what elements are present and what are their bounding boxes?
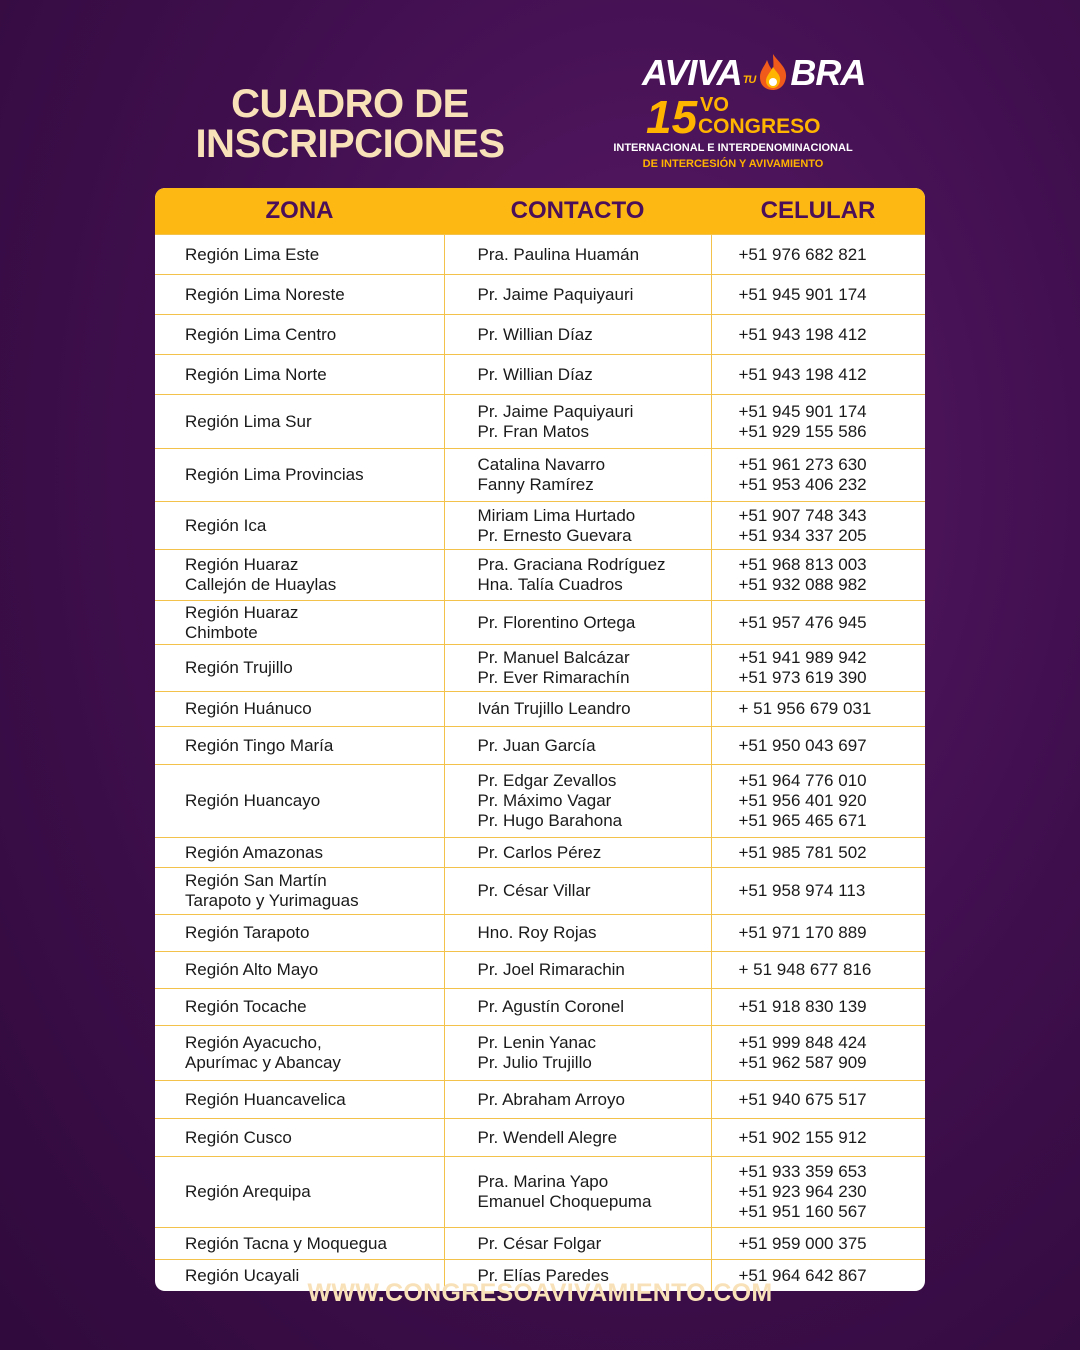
title-line-1: CUADRO DE — [231, 82, 469, 126]
table-row — [155, 1081, 925, 1119]
zone-cell — [155, 601, 444, 645]
table-row — [155, 235, 925, 275]
phone-line: + 51 956 679 031 — [738, 699, 872, 718]
zone-line: Región Lima Este — [185, 244, 320, 264]
phone-line: +51 999 848 424 — [738, 1033, 867, 1052]
phone-cell[interactable] — [711, 645, 925, 692]
contact-cell — [444, 315, 711, 355]
zone-cell — [155, 395, 444, 449]
zone-line: Región Alto Mayo — [185, 960, 319, 979]
contact-line: Hna. Talía Cuadros — [477, 575, 623, 594]
zone-cell — [155, 1119, 444, 1157]
contact-line: Pr. Carlos Pérez — [477, 842, 602, 862]
table-row — [155, 989, 925, 1026]
table-body — [155, 235, 925, 1292]
table-row — [155, 692, 925, 727]
phone-line: +51 902 155 912 — [738, 1127, 867, 1147]
phone-cell[interactable] — [711, 1119, 925, 1157]
table-row — [155, 1119, 925, 1157]
contact-cell — [444, 1026, 711, 1081]
table-row — [155, 1228, 925, 1260]
logo-brand-left: AVIVA — [642, 52, 742, 93]
contact-line: Pr. Florentino Ortega — [477, 612, 636, 632]
contact-line: Pr. Willian Díaz — [477, 364, 593, 384]
phone-line: +51 943 198 412 — [738, 324, 867, 344]
zone-line: Región Arequipa — [185, 1182, 311, 1201]
zone-cell — [155, 838, 444, 868]
column-header-contacto: CONTACTO — [444, 188, 711, 235]
table-row — [155, 550, 925, 601]
contact-line: Pr. Hugo Barahona — [477, 811, 623, 830]
contact-line: Fanny Ramírez — [477, 475, 594, 494]
zone-line: Región Huancavelica — [185, 1089, 346, 1109]
table-row — [155, 275, 925, 315]
phone-line: +51 923 964 230 — [738, 1182, 867, 1201]
zone-line: Región Lima Sur — [185, 411, 312, 431]
contact-line: Hno. Roy Rojas — [477, 923, 597, 942]
contact-line: Pra. Graciana Rodríguez — [477, 555, 666, 574]
phone-line: +51 953 406 232 — [738, 475, 867, 494]
zone-line: Región Huánuco — [185, 699, 312, 718]
contact-cell — [444, 502, 711, 550]
zone-line: Región Ayacucho, — [185, 1033, 322, 1052]
contact-line: Pr. Juan García — [477, 735, 596, 755]
phone-line: +51 957 476 945 — [738, 612, 867, 632]
zone-line: Región Tocache — [185, 997, 307, 1016]
table-row — [155, 395, 925, 449]
phone-cell[interactable] — [711, 1228, 925, 1260]
phone-cell[interactable] — [711, 502, 925, 550]
zone-cell — [155, 315, 444, 355]
table-row — [155, 868, 925, 915]
phone-line: +51 959 000 375 — [738, 1233, 867, 1253]
table-row — [155, 315, 925, 355]
zone-cell — [155, 1228, 444, 1260]
phone-line: +51 918 830 139 — [738, 997, 867, 1016]
table-row — [155, 765, 925, 838]
contact-cell — [444, 727, 711, 765]
phone-line: +51 945 901 174 — [738, 401, 867, 421]
phone-cell[interactable] — [711, 1157, 925, 1228]
table-row — [155, 449, 925, 502]
phone-line: +51 985 781 502 — [738, 842, 867, 862]
table-row — [155, 601, 925, 645]
zone-cell — [155, 952, 444, 989]
contact-line: Pr. Jaime Paquiyauri — [477, 401, 634, 421]
column-header-celular: CELULAR — [711, 188, 925, 235]
zone-line: Región Lima Centro — [185, 324, 337, 344]
zone-cell — [155, 1157, 444, 1228]
table-header-row — [155, 188, 925, 235]
contact-cell — [444, 765, 711, 838]
contact-cell — [444, 915, 711, 952]
contact-line: Emanuel Choquepuma — [477, 1192, 652, 1211]
zone-line: Apurímac y Abancay — [185, 1053, 341, 1072]
zone-line: Región Tacna y Moquegua — [185, 1233, 387, 1253]
phone-line: +51 956 401 920 — [738, 791, 867, 810]
phone-cell[interactable] — [711, 449, 925, 502]
zone-line: Tarapoto y Yurimaguas — [185, 891, 359, 910]
zone-line: Región Ica — [185, 515, 267, 535]
phone-cell[interactable] — [711, 989, 925, 1026]
contact-cell — [444, 952, 711, 989]
logo-congreso: CONGRESO — [698, 115, 821, 138]
table-row — [155, 952, 925, 989]
phone-line: +51 943 198 412 — [738, 364, 867, 384]
zone-line: Región San Martín — [185, 871, 327, 890]
phone-line: +51 929 155 586 — [738, 421, 867, 441]
contact-line: Pr. Manuel Balcázar — [477, 648, 630, 667]
table-row — [155, 355, 925, 395]
contact-line: Pr. Ernesto Guevara — [477, 525, 632, 545]
zone-cell — [155, 235, 444, 275]
zone-line: Callejón de Huaylas — [185, 575, 337, 594]
zone-cell — [155, 868, 444, 915]
contact-cell — [444, 1119, 711, 1157]
contact-cell — [444, 1157, 711, 1228]
zone-line: Región Lima Norte — [185, 364, 327, 384]
contact-cell — [444, 1081, 711, 1119]
contact-line: Pr. César Folgar — [477, 1233, 602, 1253]
table-row — [155, 1157, 925, 1228]
contact-line: Pr. Ever Rimarachín — [477, 668, 630, 687]
page-title — [190, 84, 510, 164]
contact-line: Pr. Agustín Coronel — [477, 997, 624, 1016]
zone-line: Región Huaraz — [185, 602, 299, 622]
logo-subtitle-1: INTERNACIONAL E INTERDENOMINACIONAL — [613, 142, 853, 154]
table-row — [155, 1026, 925, 1081]
phone-line: +51 932 088 982 — [738, 575, 867, 594]
contact-cell — [444, 601, 711, 645]
phone-line: +51 933 359 653 — [738, 1162, 867, 1181]
phone-line: +51 968 813 003 — [738, 555, 867, 574]
phone-line: + 51 948 677 816 — [738, 960, 872, 979]
zone-cell — [155, 355, 444, 395]
phone-cell[interactable] — [711, 1026, 925, 1081]
flame-icon — [756, 53, 790, 91]
zone-cell — [155, 550, 444, 601]
zone-line: Región Huaraz — [185, 555, 299, 574]
phone-cell[interactable] — [711, 1081, 925, 1119]
logo-number: 15 — [646, 91, 698, 143]
phone-line: +51 907 748 343 — [738, 505, 867, 525]
contact-line: Pr. Fran Matos — [477, 421, 589, 441]
phone-cell[interactable] — [711, 692, 925, 727]
contact-cell — [444, 275, 711, 315]
phone-cell[interactable] — [711, 868, 925, 915]
phone-line: +51 958 974 113 — [738, 881, 866, 900]
contact-line: Pr. Edgar Zevallos — [477, 771, 617, 790]
phone-line: +51 951 160 567 — [738, 1202, 867, 1221]
contact-cell — [444, 550, 711, 601]
contact-cell — [444, 645, 711, 692]
phone-cell[interactable] — [711, 395, 925, 449]
contact-cell — [444, 692, 711, 727]
phone-line: +51 962 587 909 — [738, 1053, 867, 1072]
registration-table — [155, 188, 925, 1291]
phone-cell[interactable] — [711, 765, 925, 838]
zone-line: Región Lima Provincias — [185, 465, 364, 484]
phone-line: +51 941 989 942 — [738, 648, 867, 667]
table-row — [155, 502, 925, 550]
contact-line: Pr. Máximo Vagar — [477, 791, 612, 810]
table-row — [155, 645, 925, 692]
contact-line: Iván Trujillo Leandro — [477, 699, 631, 718]
logo-brand-right: BRA — [790, 52, 866, 93]
zone-line: Región Cusco — [185, 1127, 292, 1147]
contact-cell — [444, 355, 711, 395]
event-logo — [600, 36, 870, 176]
zone-cell — [155, 645, 444, 692]
phone-line: +51 934 337 205 — [738, 525, 867, 545]
website-url[interactable]: WWW.CONGRESOAVIVAMIENTO.COM — [307, 1279, 773, 1307]
phone-cell[interactable] — [711, 550, 925, 601]
contact-line: Pr. Joel Rimarachin — [477, 960, 625, 979]
zone-cell — [155, 1081, 444, 1119]
contact-cell — [444, 1228, 711, 1260]
contact-line: Pr. Abraham Arroyo — [477, 1089, 625, 1109]
contact-line: Catalina Navarro — [477, 455, 606, 474]
column-header-zona: ZONA — [155, 188, 444, 235]
contact-line: Pr. César Villar — [477, 881, 591, 900]
zone-cell — [155, 989, 444, 1026]
phone-line: +51 965 465 671 — [738, 811, 867, 830]
contact-line: Pr. Jaime Paquiyauri — [477, 284, 634, 304]
contact-line: Pr. Elías Paredes — [477, 1265, 609, 1285]
contact-line: Pr. Julio Trujillo — [477, 1053, 592, 1072]
phone-cell[interactable] — [711, 915, 925, 952]
contact-cell — [444, 395, 711, 449]
contact-cell — [444, 838, 711, 868]
phone-cell[interactable] — [711, 235, 925, 275]
zone-cell — [155, 449, 444, 502]
zone-cell — [155, 727, 444, 765]
table-row — [155, 727, 925, 765]
zone-line: Región Huancayo — [185, 791, 321, 810]
phone-cell[interactable] — [711, 838, 925, 868]
contact-line: Pra. Marina Yapo — [477, 1172, 609, 1191]
logo-subtitle-2: DE INTERCESIÓN Y AVIVAMIENTO — [642, 158, 824, 170]
zone-line: Región Tarapoto — [185, 923, 310, 942]
contact-line: Pr. Wendell Alegre — [477, 1127, 618, 1147]
phone-line: +51 964 642 867 — [738, 1265, 867, 1285]
zone-line: Región Lima Noreste — [185, 284, 345, 304]
zone-cell — [155, 502, 444, 550]
table-row — [155, 838, 925, 868]
zone-line: Región Trujillo — [185, 658, 293, 677]
phone-cell[interactable] — [711, 275, 925, 315]
contact-line: Pra. Paulina Huamán — [477, 244, 640, 264]
contact-cell — [444, 989, 711, 1026]
zone-line: Región Tingo María — [185, 735, 334, 755]
zone-line: Región Ucayali — [185, 1265, 300, 1285]
phone-line: +51 976 682 821 — [738, 244, 867, 264]
contact-line: Pr. Willian Díaz — [477, 324, 593, 344]
phone-cell[interactable] — [711, 727, 925, 765]
zone-cell — [155, 275, 444, 315]
contact-cell — [444, 235, 711, 275]
contact-cell — [444, 449, 711, 502]
phone-cell[interactable] — [711, 952, 925, 989]
zone-cell — [155, 915, 444, 952]
contact-cell — [444, 868, 711, 915]
logo-brand-tu: TU — [742, 74, 756, 86]
phone-line: +51 961 273 630 — [738, 455, 867, 474]
zone-line: Región Amazonas — [185, 842, 323, 862]
table-row — [155, 915, 925, 952]
phone-line: +51 973 619 390 — [738, 668, 867, 687]
phone-cell[interactable] — [711, 601, 925, 645]
zone-line: Chimbote — [185, 622, 258, 642]
zone-cell — [155, 765, 444, 838]
phone-line: +51 964 776 010 — [738, 771, 867, 790]
contact-line: Pr. Lenin Yanac — [477, 1033, 596, 1052]
logo-brand — [642, 52, 865, 94]
phone-line: +51 945 901 174 — [738, 284, 867, 304]
logo-ordinal: VO — [700, 94, 729, 116]
zone-cell — [155, 692, 444, 727]
phone-cell[interactable] — [711, 355, 925, 395]
phone-line: +51 971 170 889 — [738, 923, 867, 942]
phone-line: +51 940 675 517 — [738, 1089, 867, 1109]
title-line-2: INSCRIPCIONES — [195, 122, 505, 166]
zone-cell — [155, 1026, 444, 1081]
phone-line: +51 950 043 697 — [738, 735, 867, 755]
phone-cell[interactable] — [711, 315, 925, 355]
contact-line: Miriam Lima Hurtado — [477, 505, 636, 525]
